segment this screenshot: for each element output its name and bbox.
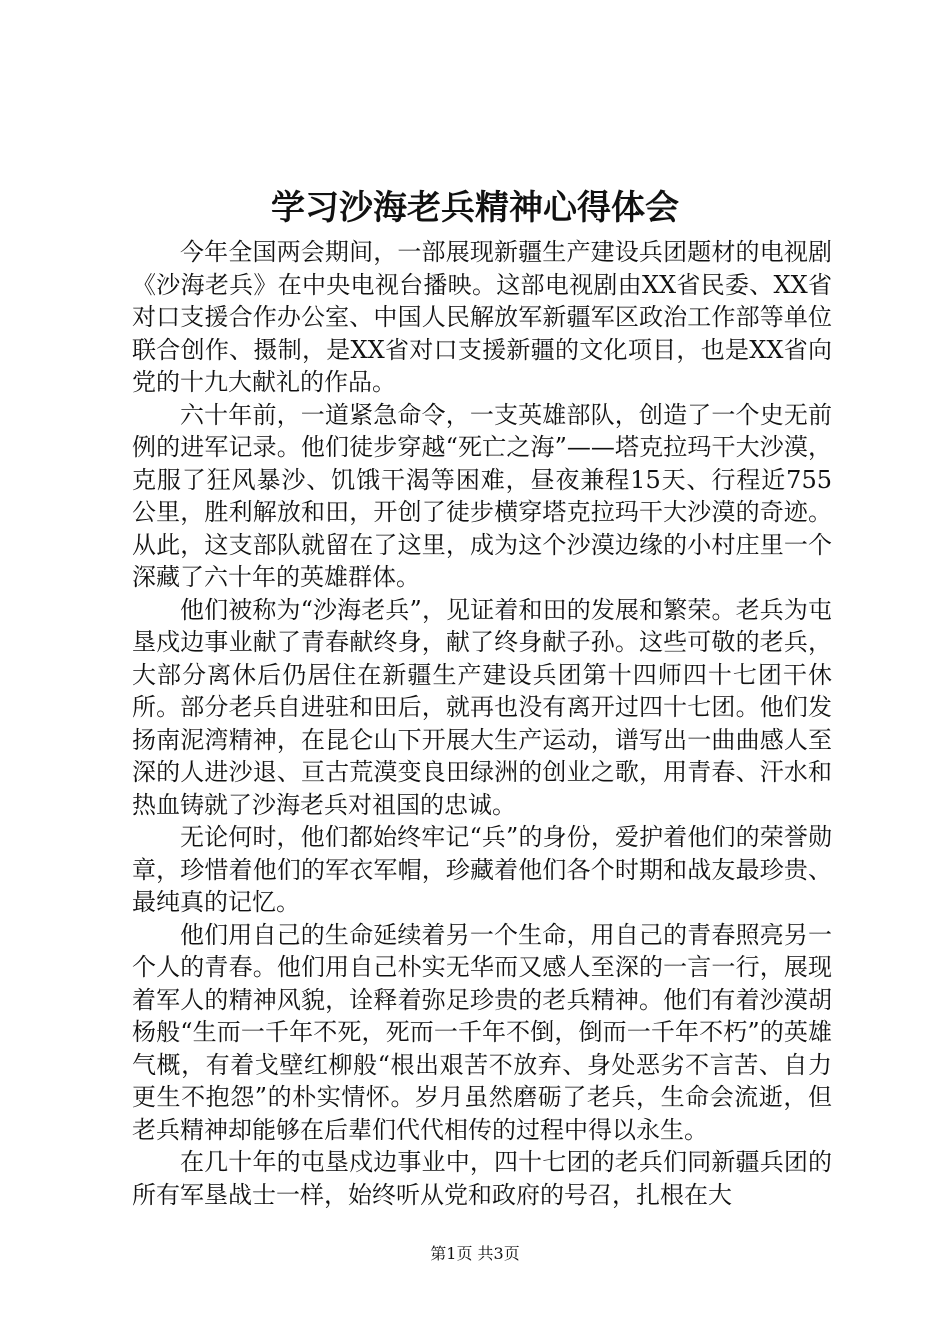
document-title: 学习沙海老兵精神心得体会	[271, 188, 679, 228]
document-body	[132, 236, 832, 1211]
paragraph-4: 无论何时，他们都始终牢记“兵”的身份，爱护着他们的荣誉勋章，珍惜着他们的军衣军帽，珍藏着他们各个时期和战友最珍贵、最纯真的记忆。	[132, 823, 832, 916]
paragraph-5: 他们用自己的生命延续着另一个生命，用自己的青春照亮另一个人的青春。他们用自己朴实无华而又感人至深的一言一行，展现着军人的精神风貌，诠释着弥足珍贵的老兵精神。他们有着沙漠胡杨般“生而一千年不死，死而一千年不倒，倒而一千年不朽”的英雄气概，有着戈壁红柳般“根出艰苦不放弃、身处恶劣不言苦、自力更生不抱怨”的朴实情怀。岁月虽然磨砺了老兵，生命会流逝，但老兵精神却能够在后辈们代代相传的过程中得以永生。	[132, 920, 832, 1144]
paragraph-6: 在几十年的屯垦戍边事业中，四十七团的老兵们同新疆兵团的所有军垦战士一样，始终听从党和政府的号召，扎根在大	[132, 1148, 832, 1209]
page-footer: 第1页 共3页	[430, 1244, 520, 1263]
paragraph-2: 六十年前，一道紧急命令，一支英雄部队，创造了一个史无前例的进军记录。他们徒步穿越“死亡之海”——塔克拉玛干大沙漠，克服了狂风暴沙、饥饿干渴等困难，昼夜兼程15天、行程近755公里，胜利解放和田，开创了徒步横穿塔克拉玛干大沙漠的奇迹。从此，这支部队就留在了这里，成为这个沙漠边缘的小村庄里一个深藏了六十年的英雄群体。	[132, 400, 832, 591]
paragraph-1: 今年全国两会期间，一部展现新疆生产建设兵团题材的电视剧《沙海老兵》在中央电视台播映。这部电视剧由XX省民委、XX省对口支援合作办公室、中国人民解放军新疆军区政治工作部等单位联合创作、摄制，是XX省对口支援新疆的文化项目，也是XX省向党的十九大献礼的作品。	[132, 238, 832, 396]
paragraph-3: 他们被称为“沙海老兵”，见证着和田的发展和繁荣。老兵为屯垦戍边事业献了青春献终身，献了终身献子孙。这些可敬的老兵，大部分离休后仍居住在新疆生产建设兵团第十四师四十七团干休所。部分老兵自进驻和田后，就再也没有离开过四十七团。他们发扬南泥湾精神，在昆仑山下开展大生产运动，谱写出一曲曲感人至深的人进沙退、亘古荒漠变良田绿洲的创业之歌，用青春、汗水和热血铸就了沙海老兵对祖国的忠诚。	[132, 595, 832, 819]
